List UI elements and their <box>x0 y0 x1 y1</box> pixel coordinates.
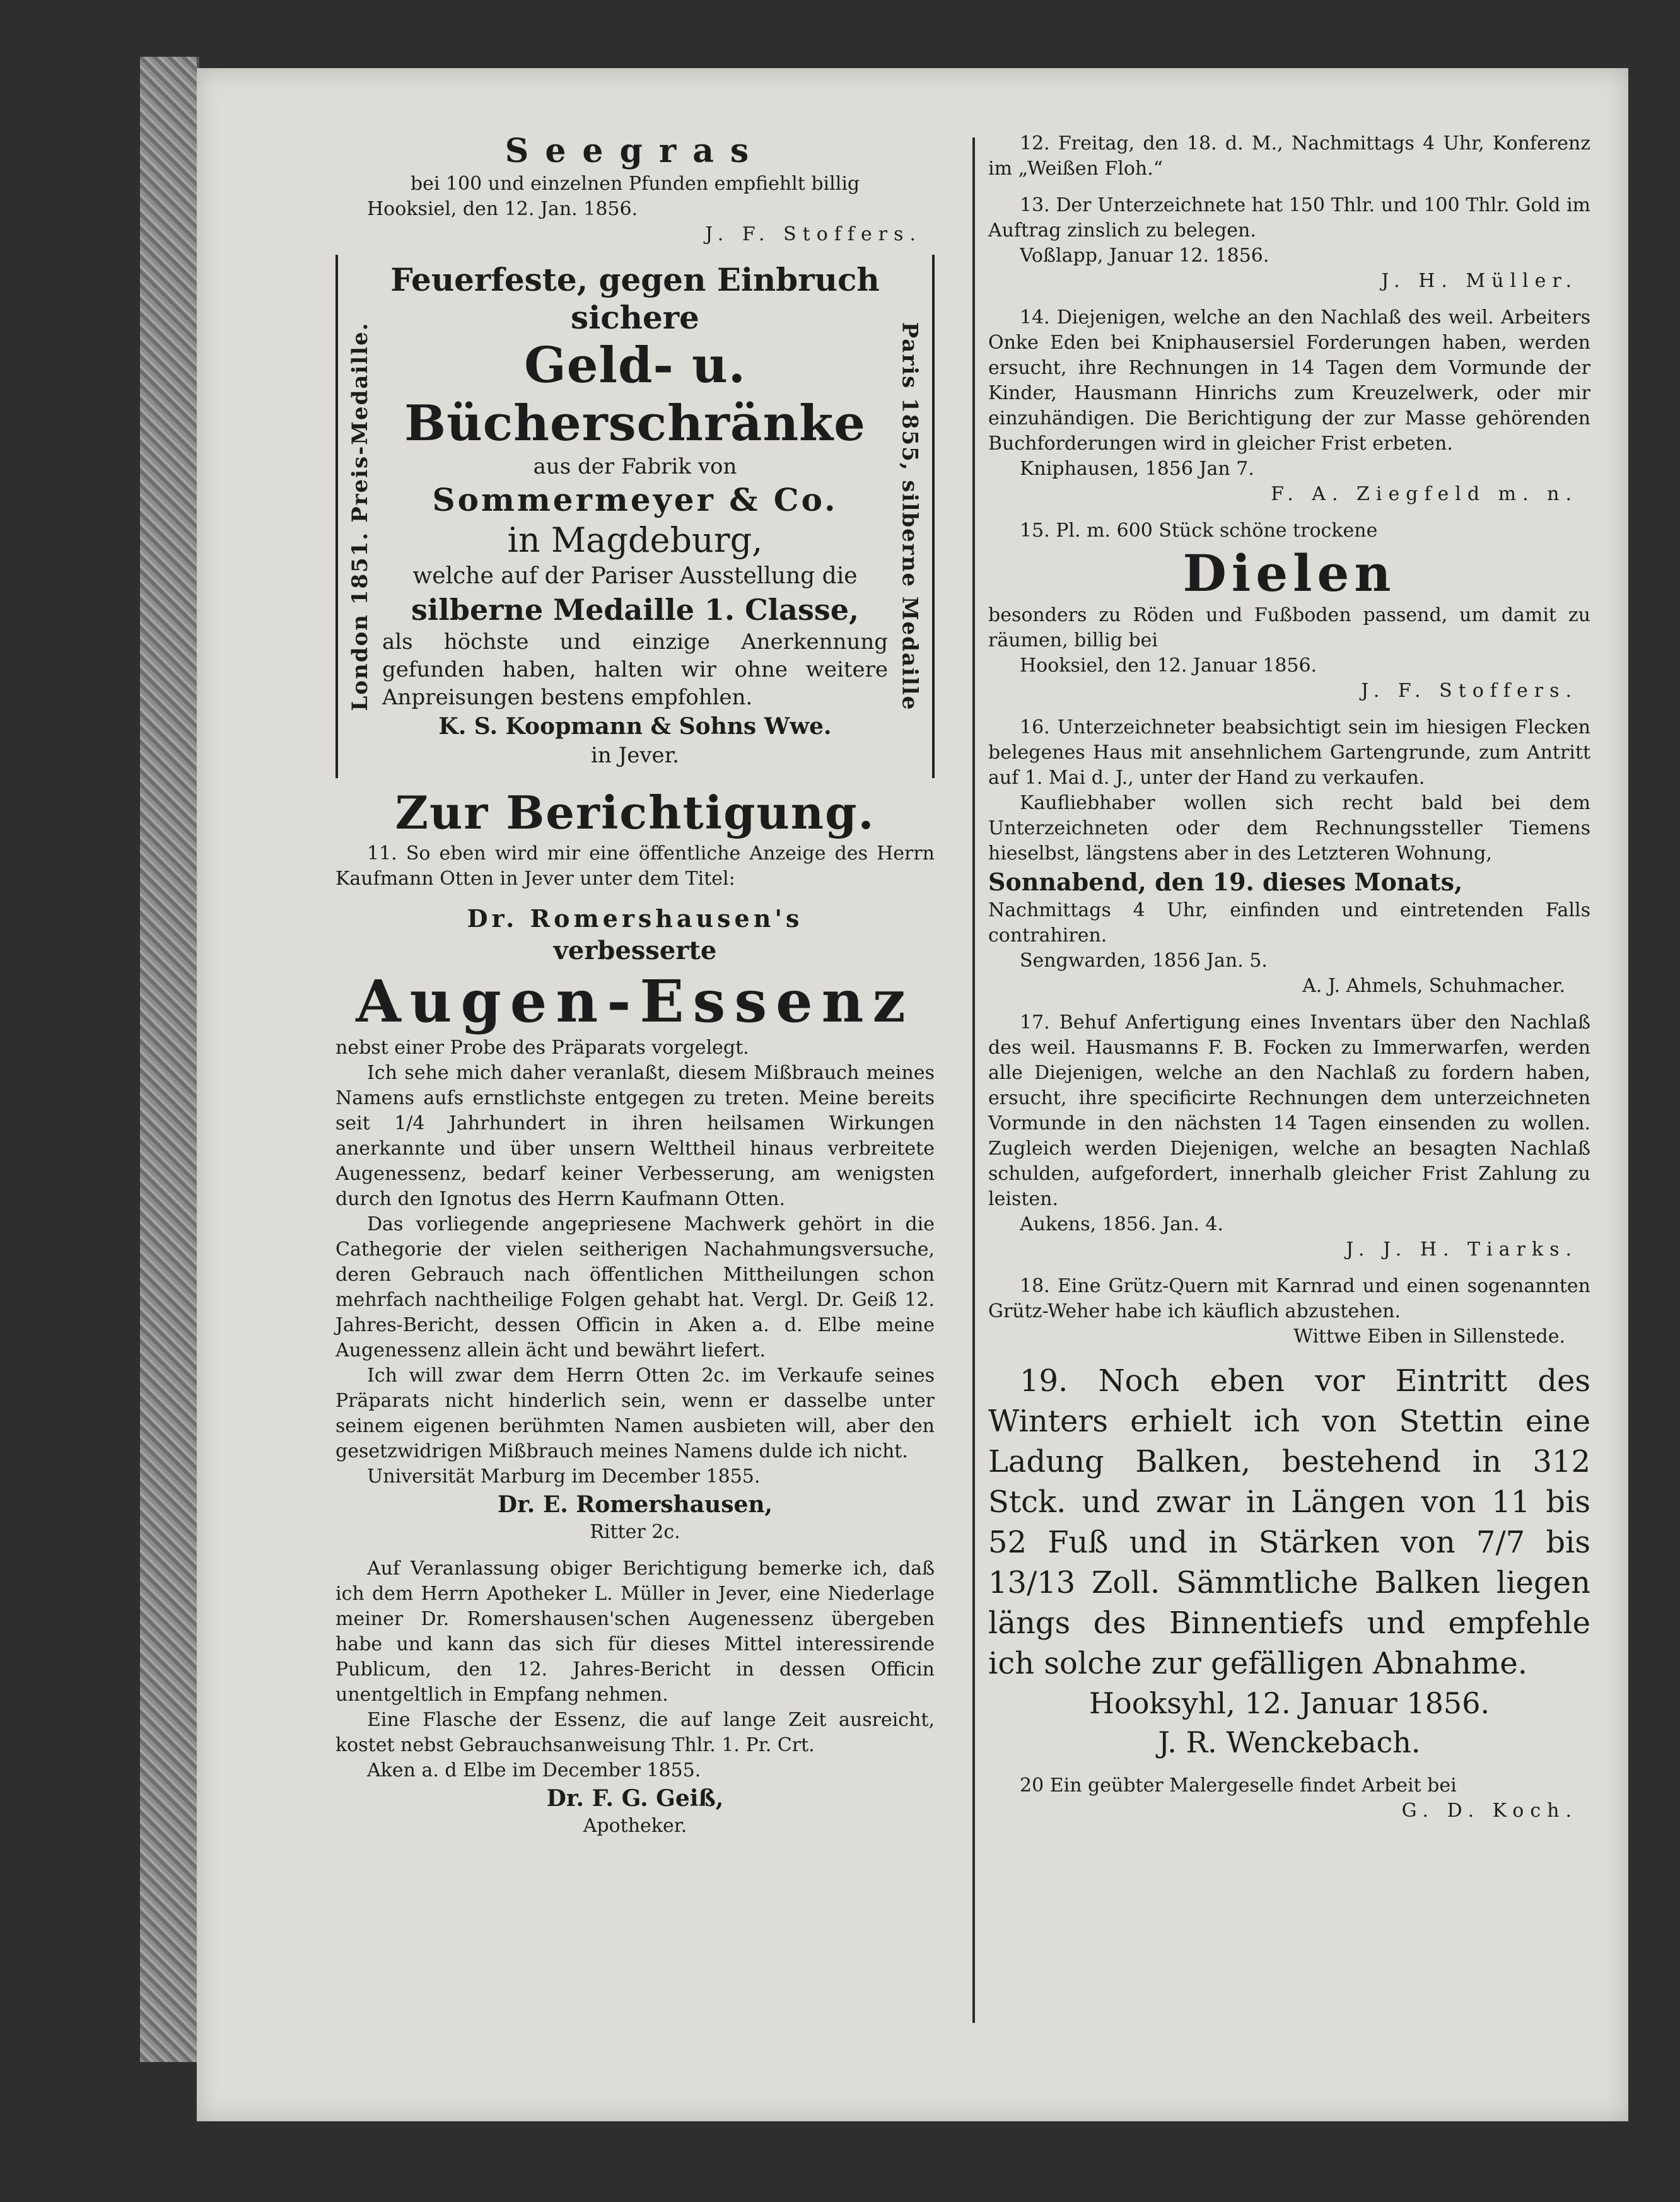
left-column <box>335 131 935 1839</box>
seegras-ad <box>335 131 935 247</box>
berichtigung-signature-title: Ritter 2c. <box>590 1521 680 1543</box>
safes-line4: welche auf der Pariser Ausstellung die <box>412 563 858 589</box>
safes-ad <box>335 255 935 778</box>
notice-20-signature: G. D. Koch. <box>1401 1800 1578 1822</box>
notice-12: 12. Freitag, den 18. d. M., Nachmittags 4 Uhr, Konferenz im „Weißen Floh.“ <box>988 132 1590 180</box>
berichtigung-p1: 11. So eben wird mir eine öffentliche Anzeige des Herrn Kaufmann Otten in Jever unter dem Titel: <box>335 842 935 890</box>
notice-16-b: Kaufliebhaber wollen sich recht bald bei dem Unterzeichneten oder dem Rechnungssteller Tiemens hieselbst, längstens aber in des Letzteren Wohnung, <box>988 792 1590 865</box>
berichtigung-signature2-title: Apotheker. <box>583 1815 687 1837</box>
book-spine <box>140 57 199 2062</box>
notice-16: 16. Unterzeichneter beabsichtigt sein im hiesigen Flecken belegenes Haus mit ansehnlichem Gartengrunde, zum Antritt auf 1. Mai d. J., unter der Hand zu verkaufen. <box>988 716 1590 789</box>
safes-medal: silberne Medaille 1. Classe, <box>411 593 860 627</box>
berichtigung-augen-essenz: Augen-Essenz <box>356 967 914 1035</box>
notice-14-place: Kniphausen, 1856 Jan 7. <box>1020 458 1254 480</box>
notice-14: 14. Diejenigen, welche an den Nachlaß des weil. Arbeiters Onke Eden bei Kniphausersiel Forderungen haben, werden ersucht, ihre Rechnungen in 14 Tagen dem Vormunde der Kinder, Hausmann Hinrichs zum Kreuzelwerk, oder mir einzuhändigen. Die Berichtigung der zur Masse gehörenden Buchforderungen wird in gleicher Frist erbeten. <box>988 306 1590 455</box>
berichtigung-p6: Auf Veranlassung obiger Berichtigung bemerke ich, daß ich dem Herrn Apotheker L. Müller in Jever, eine Niederlage meiner Dr. Romershausen'schen Augenessenz übergeben habe und kann das sich für dieses Mittel interessirende Publicum, den 12. Jahres-Bericht in dessen Officin unentgeltlich in Empfang nehmen. <box>335 1558 935 1706</box>
safes-city: in Magdeburg, <box>507 520 763 560</box>
notice-18-signature: Wittwe Eiben in Sillenstede. <box>1293 1325 1565 1348</box>
notice-19: 19. Noch eben vor Eintritt des Winters erhielt ich von Stettin eine Ladung Balken, bestehend in 312 Stck. und zwar in Längen von 11 bis 52 Fuß und in Stärken von 7/7 bis 13/13 Zoll. Sämmtliche Balken liegen längs des Binnentiefs und empfehle ich solche zur gefälligen Abnahme. <box>988 1363 1590 1681</box>
seegras-signature: J. F. Stoffers. <box>705 223 922 245</box>
safes-company: Sommermeyer & Co. <box>432 481 838 518</box>
safes-line1: Feuerfeste, gegen Einbruch <box>390 261 880 298</box>
berichtigung-p5: Ich will zwar dem Herrn Otten 2c. im Verkaufe seines Präparats nicht hinderlich sein, wenn er dasselbe unter seinem eigenen berühmten Namen ausbieten will, aber den gesetzwidrigen Mißbrauch meines Namens dulde ich nicht. <box>335 1365 935 1462</box>
notice-19-place: Hooksyhl, 12. Januar 1856. <box>1088 1686 1490 1720</box>
berichtigung-place: Universität Marburg im December 1855. <box>367 1465 761 1488</box>
notice-14-signature: F. A. Ziegfeld m. n. <box>1271 483 1578 505</box>
notice-13: 13. Der Unterzeichnete hat 150 Thlr. und 100 Thlr. Gold im Auftrag zinslich zu belegen. <box>988 194 1590 242</box>
safes-side-left: London 1851. Preis-Medaille. <box>347 322 373 711</box>
seegras-line1: bei 100 und einzelnen Pfunden empfiehlt billig <box>410 173 860 195</box>
notice-19-signature: J. R. Wenckebach. <box>1158 1725 1421 1759</box>
column-divider <box>972 137 975 2023</box>
notice-16-c: Nachmittags 4 Uhr, einfinden und eintretenden Falls contrahiren. <box>988 899 1590 947</box>
notice-16-signature: A. J. Ahmels, Schuhmacher. <box>1302 975 1565 997</box>
berichtigung-place2: Aken a. d Elbe im December 1855. <box>367 1759 701 1781</box>
notice-18: 18. Eine Grütz-Quern mit Karnrad und einen sogenannten Grütz-Weher habe ich käuflich abzustehen. <box>988 1275 1590 1322</box>
notice-15-place: Hooksiel, den 12. Januar 1856. <box>1020 655 1317 677</box>
notice-13-signature: J. H. Müller. <box>1381 270 1578 292</box>
safes-place: in Jever. <box>591 743 679 768</box>
notice-17-signature: J. J. H. Tiarks. <box>1346 1238 1578 1261</box>
safes-headline: Geld- u. Bücherschränke <box>404 337 866 452</box>
page-content <box>335 131 1590 2023</box>
berichtigung-title: Zur Berichtigung. <box>395 786 875 839</box>
notice-15-title: Dielen <box>1182 544 1396 603</box>
newspaper-page <box>197 68 1628 2121</box>
berichtigung-p2: nebst einer Probe des Präparats vorgelegt. <box>335 1037 749 1059</box>
notice-16-date: Sonnabend, den 19. dieses Monats, <box>988 868 1463 896</box>
berichtigung-p7: Eine Flasche der Essenz, die auf lange Zeit ausreicht, kostet nebst Gebrauchsanweisung Thlr. 1. Pr. Crt. <box>335 1709 935 1756</box>
safes-text: als höchste und einzige Anerkennung gefunden haben, halten wir ohne weitere Anpreisungen bestens empfohlen. <box>382 629 888 710</box>
notice-15-text: besonders zu Röden und Fußboden passend, um damit zu räumen, billig bei <box>988 604 1590 651</box>
right-column <box>988 131 1590 1824</box>
safes-line3: aus der Fabrik von <box>533 454 737 479</box>
safes-firm: K. S. Koopmann & Sohns Wwe. <box>438 713 832 740</box>
safes-side-right: Paris 1855, silberne Medaille <box>897 322 923 711</box>
notice-17: 17. Behuf Anfertigung eines Inventars über den Nachlaß des weil. Hausmanns F. B. Focken zu Immerwarfen, werden alle Diejenigen, welche an den Nachlaß zu fordern haben, ersucht, ihre specificirte Rechnungen dem unterzeichneten Vormunde in den nächsten 14 Tagen einsenden zu wollen. Zugleich werden Diejenigen, welche an besagten Nachlaß schulden, aufgefordert, innerhalb gleicher Frist Zahlung zu leisten. <box>988 1011 1590 1210</box>
notice-17-place: Aukens, 1856. Jan. 4. <box>1020 1213 1224 1235</box>
berichtigung-signature: Dr. E. Romershausen, <box>497 1491 773 1518</box>
berichtigung-verbesserte: verbesserte <box>553 936 717 965</box>
seegras-line2: Hooksiel, den 12. Jan. 1856. <box>367 198 638 220</box>
berichtigung-p4: Das vorliegende angepriesene Machwerk gehört in die Cathegorie der vielen seitherigen Nachahmungsversuche, deren Gebrauch nach öffentlichen Mittheilungen schon mehrfach nachtheilige Folgen gehabt hat. Vergl. Dr. Geiß 12. Jahres-Bericht, dessen Officin in Aken a. d. Elbe meine Augenessenz allein ächt und bewährt liefert. <box>335 1213 935 1361</box>
seegras-title: Seegras <box>505 132 766 170</box>
notice-13-place: Voßlapp, Januar 12. 1856. <box>1020 245 1269 267</box>
notice-16-place: Sengwarden, 1856 Jan. 5. <box>1020 950 1268 972</box>
berichtigung-article <box>335 784 935 1839</box>
berichtigung-p3: Ich sehe mich daher veranlaßt, diesem Mißbrauch meines Namens aufs ernstlichste entgegen zu treten. Meine bereits seit 1/4 Jahrhundert in ihren heilsamen Wirkungen anerkannte und über unsern Welttheil hinaus verbreitete Augenessenz, bedarf keiner Verbesserung, am wenigsten durch den Ignotus des Herrn Kaufmann Otten. <box>335 1062 935 1210</box>
notice-15-head: 15. Pl. m. 600 Stück schöne trockene <box>1020 520 1378 542</box>
berichtigung-signature2: Dr. F. G. Geiß, <box>546 1785 724 1812</box>
berichtigung-dr-name: Dr. Romershausen's <box>467 904 803 933</box>
safes-line2: sichere <box>571 299 699 336</box>
notice-15-signature: J. F. Stoffers. <box>1361 680 1578 702</box>
notice-20: 20 Ein geübter Malergeselle findet Arbeit bei <box>1020 1774 1457 1797</box>
